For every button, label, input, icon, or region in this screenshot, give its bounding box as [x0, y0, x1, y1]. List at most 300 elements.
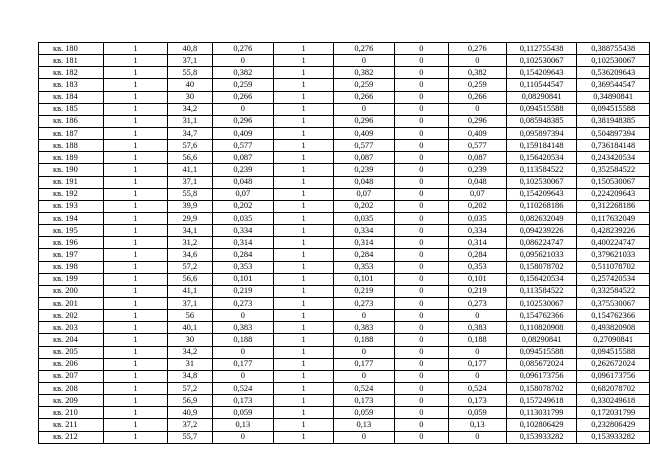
- value-b-cell: 0,219: [334, 285, 395, 297]
- area-cell: 57,2: [168, 382, 212, 394]
- value-c-cell: 0: [448, 55, 506, 67]
- area-cell: 34,6: [168, 249, 212, 261]
- apartment-cell: кв. 208: [39, 382, 104, 394]
- area-cell: 39,9: [168, 200, 212, 212]
- coef-cell: 1: [274, 115, 334, 127]
- value-b-cell: 0,353: [334, 261, 395, 273]
- area-cell: 55,8: [168, 188, 212, 200]
- table-row: [39, 212, 650, 224]
- apartment-cell: кв. 209: [39, 395, 104, 407]
- zero-cell: 0: [394, 164, 448, 176]
- total-cell: 0,388755438: [577, 43, 650, 55]
- value-c-cell: 0,273: [448, 297, 506, 309]
- table-row: [39, 382, 650, 394]
- share-cell: 0,154762366: [506, 310, 577, 322]
- zero-cell: 0: [394, 310, 448, 322]
- apartment-cell: кв. 184: [39, 91, 104, 103]
- share-cell: 0,094515588: [506, 346, 577, 358]
- count-cell: 1: [103, 419, 168, 431]
- value-a-cell: 0: [212, 310, 274, 322]
- value-b-cell: 0,059: [334, 407, 395, 419]
- area-cell: 37,1: [168, 55, 212, 67]
- coef-cell: 1: [274, 285, 334, 297]
- total-cell: 0,493820908: [577, 322, 650, 334]
- value-b-cell: 0,284: [334, 249, 395, 261]
- value-a-cell: 0: [212, 55, 274, 67]
- total-cell: 0,224209643: [577, 188, 650, 200]
- value-c-cell: 0,276: [448, 43, 506, 55]
- value-c-cell: 0,353: [448, 261, 506, 273]
- share-cell: 0,094239226: [506, 225, 577, 237]
- share-cell: 0,095897394: [506, 127, 577, 139]
- coef-cell: 1: [274, 419, 334, 431]
- value-c-cell: 0,188: [448, 334, 506, 346]
- apartment-cell: кв. 205: [39, 346, 104, 358]
- apartment-cell: кв. 199: [39, 273, 104, 285]
- count-cell: 1: [103, 43, 168, 55]
- share-cell: 0,158078702: [506, 261, 577, 273]
- total-cell: 0,504897394: [577, 127, 650, 139]
- area-cell: 37,1: [168, 176, 212, 188]
- zero-cell: 0: [394, 103, 448, 115]
- coef-cell: 1: [274, 346, 334, 358]
- share-cell: 0,08290841: [506, 334, 577, 346]
- coef-cell: 1: [274, 152, 334, 164]
- coef-cell: 1: [274, 225, 334, 237]
- area-cell: 57,6: [168, 140, 212, 152]
- apartment-cell: кв. 181: [39, 55, 104, 67]
- count-cell: 1: [103, 115, 168, 127]
- share-cell: 0,156420534: [506, 273, 577, 285]
- value-c-cell: 0,409: [448, 127, 506, 139]
- value-c-cell: 0: [448, 370, 506, 382]
- value-a-cell: 0,177: [212, 358, 274, 370]
- apartment-cell: кв. 206: [39, 358, 104, 370]
- apartment-cell: кв. 187: [39, 127, 104, 139]
- share-cell: 0,110268186: [506, 200, 577, 212]
- area-cell: 40,8: [168, 43, 212, 55]
- coef-cell: 1: [274, 188, 334, 200]
- value-a-cell: 0,259: [212, 79, 274, 91]
- share-cell: 0,153933282: [506, 431, 577, 443]
- value-b-cell: 0,382: [334, 67, 395, 79]
- area-cell: 34,1: [168, 225, 212, 237]
- value-c-cell: 0,334: [448, 225, 506, 237]
- value-a-cell: 0,101: [212, 273, 274, 285]
- zero-cell: 0: [394, 249, 448, 261]
- count-cell: 1: [103, 225, 168, 237]
- area-cell: 31,1: [168, 115, 212, 127]
- value-b-cell: 0: [334, 431, 395, 443]
- share-cell: 0,094515588: [506, 103, 577, 115]
- count-cell: 1: [103, 285, 168, 297]
- zero-cell: 0: [394, 152, 448, 164]
- table-row: [39, 395, 650, 407]
- apartment-cell: кв. 198: [39, 261, 104, 273]
- total-cell: 0,117632049: [577, 212, 650, 224]
- coef-cell: 1: [274, 334, 334, 346]
- value-a-cell: 0,13: [212, 419, 274, 431]
- count-cell: 1: [103, 370, 168, 382]
- total-cell: 0,428239226: [577, 225, 650, 237]
- zero-cell: 0: [394, 212, 448, 224]
- share-cell: 0,113584522: [506, 164, 577, 176]
- apartment-cell: кв. 197: [39, 249, 104, 261]
- share-cell: 0,156420534: [506, 152, 577, 164]
- count-cell: 1: [103, 382, 168, 394]
- table-row: [39, 152, 650, 164]
- count-cell: 1: [103, 91, 168, 103]
- apartment-cell: кв. 191: [39, 176, 104, 188]
- share-cell: 0,082632049: [506, 212, 577, 224]
- count-cell: 1: [103, 237, 168, 249]
- value-c-cell: 0,101: [448, 273, 506, 285]
- value-b-cell: 0,13: [334, 419, 395, 431]
- share-cell: 0,113031799: [506, 407, 577, 419]
- zero-cell: 0: [394, 127, 448, 139]
- zero-cell: 0: [394, 285, 448, 297]
- table-row: [39, 67, 650, 79]
- count-cell: 1: [103, 310, 168, 322]
- table-row: [39, 164, 650, 176]
- count-cell: 1: [103, 322, 168, 334]
- coef-cell: 1: [274, 200, 334, 212]
- coef-cell: 1: [274, 249, 334, 261]
- zero-cell: 0: [394, 140, 448, 152]
- table-row: [39, 140, 650, 152]
- area-cell: 34,7: [168, 127, 212, 139]
- apartment-cell: кв. 196: [39, 237, 104, 249]
- table-row: [39, 334, 650, 346]
- zero-cell: 0: [394, 200, 448, 212]
- coef-cell: 1: [274, 322, 334, 334]
- zero-cell: 0: [394, 419, 448, 431]
- zero-cell: 0: [394, 176, 448, 188]
- zero-cell: 0: [394, 346, 448, 358]
- count-cell: 1: [103, 334, 168, 346]
- value-b-cell: 0,276: [334, 43, 395, 55]
- table-row: [39, 419, 650, 431]
- share-cell: 0,112755438: [506, 43, 577, 55]
- zero-cell: 0: [394, 382, 448, 394]
- count-cell: 1: [103, 67, 168, 79]
- apartment-cell: кв. 189: [39, 152, 104, 164]
- table-row: [39, 358, 650, 370]
- coef-cell: 1: [274, 140, 334, 152]
- value-b-cell: 0,177: [334, 358, 395, 370]
- count-cell: 1: [103, 346, 168, 358]
- value-b-cell: 0: [334, 370, 395, 382]
- zero-cell: 0: [394, 91, 448, 103]
- value-b-cell: 0,101: [334, 273, 395, 285]
- total-cell: 0,27090841: [577, 334, 650, 346]
- value-c-cell: 0,202: [448, 200, 506, 212]
- table-row: [39, 91, 650, 103]
- zero-cell: 0: [394, 55, 448, 67]
- value-a-cell: 0,284: [212, 249, 274, 261]
- apartment-cell: кв. 183: [39, 79, 104, 91]
- area-cell: 56,9: [168, 395, 212, 407]
- value-c-cell: 0,383: [448, 322, 506, 334]
- area-cell: 34,8: [168, 370, 212, 382]
- apartment-cell: кв. 194: [39, 212, 104, 224]
- table-row: [39, 322, 650, 334]
- table-row: [39, 273, 650, 285]
- value-b-cell: 0,409: [334, 127, 395, 139]
- apartment-cell: кв. 192: [39, 188, 104, 200]
- count-cell: 1: [103, 395, 168, 407]
- value-b-cell: 0,524: [334, 382, 395, 394]
- value-a-cell: 0,087: [212, 152, 274, 164]
- zero-cell: 0: [394, 358, 448, 370]
- table-row: [39, 407, 650, 419]
- value-c-cell: 0,524: [448, 382, 506, 394]
- share-cell: 0,085672024: [506, 358, 577, 370]
- value-c-cell: 0,059: [448, 407, 506, 419]
- value-c-cell: 0,239: [448, 164, 506, 176]
- count-cell: 1: [103, 249, 168, 261]
- value-a-cell: 0: [212, 103, 274, 115]
- count-cell: 1: [103, 140, 168, 152]
- value-a-cell: 0,383: [212, 322, 274, 334]
- area-cell: 57,2: [168, 261, 212, 273]
- value-c-cell: 0,266: [448, 91, 506, 103]
- table-row: [39, 261, 650, 273]
- value-c-cell: 0,087: [448, 152, 506, 164]
- value-a-cell: 0,577: [212, 140, 274, 152]
- coef-cell: 1: [274, 164, 334, 176]
- coef-cell: 1: [274, 358, 334, 370]
- area-cell: 56,6: [168, 152, 212, 164]
- share-cell: 0,154209643: [506, 188, 577, 200]
- value-b-cell: 0,087: [334, 152, 395, 164]
- zero-cell: 0: [394, 115, 448, 127]
- apartment-cell: кв. 190: [39, 164, 104, 176]
- value-a-cell: 0,059: [212, 407, 274, 419]
- count-cell: 1: [103, 152, 168, 164]
- apartment-cell: кв. 186: [39, 115, 104, 127]
- total-cell: 0,232806429: [577, 419, 650, 431]
- value-a-cell: 0,296: [212, 115, 274, 127]
- area-cell: 55,7: [168, 431, 212, 443]
- share-cell: 0,102530067: [506, 176, 577, 188]
- share-cell: 0,096173756: [506, 370, 577, 382]
- coef-cell: 1: [274, 310, 334, 322]
- zero-cell: 0: [394, 188, 448, 200]
- area-cell: 40,9: [168, 407, 212, 419]
- table-row: [39, 297, 650, 309]
- total-cell: 0,381948385: [577, 115, 650, 127]
- value-b-cell: 0: [334, 103, 395, 115]
- total-cell: 0,511078702: [577, 261, 650, 273]
- total-cell: 0,332584522: [577, 285, 650, 297]
- count-cell: 1: [103, 431, 168, 443]
- share-cell: 0,086224747: [506, 237, 577, 249]
- total-cell: 0,400224747: [577, 237, 650, 249]
- apartment-cell: кв. 204: [39, 334, 104, 346]
- count-cell: 1: [103, 261, 168, 273]
- value-c-cell: 0: [448, 310, 506, 322]
- apartment-cell: кв. 210: [39, 407, 104, 419]
- coef-cell: 1: [274, 273, 334, 285]
- zero-cell: 0: [394, 79, 448, 91]
- apartment-cell: кв. 195: [39, 225, 104, 237]
- table-row: [39, 176, 650, 188]
- coef-cell: 1: [274, 382, 334, 394]
- value-c-cell: 0,577: [448, 140, 506, 152]
- zero-cell: 0: [394, 334, 448, 346]
- coef-cell: 1: [274, 79, 334, 91]
- value-c-cell: 0: [448, 103, 506, 115]
- table-row: [39, 370, 650, 382]
- value-a-cell: 0,409: [212, 127, 274, 139]
- zero-cell: 0: [394, 225, 448, 237]
- total-cell: 0,153933282: [577, 431, 650, 443]
- share-cell: 0,110544547: [506, 79, 577, 91]
- coef-cell: 1: [274, 91, 334, 103]
- value-c-cell: 0: [448, 431, 506, 443]
- share-cell: 0,095621033: [506, 249, 577, 261]
- value-a-cell: 0: [212, 370, 274, 382]
- count-cell: 1: [103, 127, 168, 139]
- value-c-cell: 0,13: [448, 419, 506, 431]
- share-cell: 0,102530067: [506, 297, 577, 309]
- value-a-cell: 0,188: [212, 334, 274, 346]
- value-b-cell: 0,314: [334, 237, 395, 249]
- total-cell: 0,094515588: [577, 103, 650, 115]
- zero-cell: 0: [394, 67, 448, 79]
- apartment-cell: кв. 201: [39, 297, 104, 309]
- table-row: [39, 346, 650, 358]
- value-a-cell: 0,273: [212, 297, 274, 309]
- zero-cell: 0: [394, 395, 448, 407]
- zero-cell: 0: [394, 322, 448, 334]
- value-b-cell: 0: [334, 55, 395, 67]
- zero-cell: 0: [394, 297, 448, 309]
- value-c-cell: 0,173: [448, 395, 506, 407]
- value-b-cell: 0,202: [334, 200, 395, 212]
- share-cell: 0,102806429: [506, 419, 577, 431]
- total-cell: 0,736184148: [577, 140, 650, 152]
- area-cell: 40: [168, 79, 212, 91]
- coef-cell: 1: [274, 237, 334, 249]
- value-b-cell: 0,173: [334, 395, 395, 407]
- value-b-cell: 0,07: [334, 188, 395, 200]
- zero-cell: 0: [394, 370, 448, 382]
- value-b-cell: 0,577: [334, 140, 395, 152]
- area-cell: 31,2: [168, 237, 212, 249]
- value-a-cell: 0,219: [212, 285, 274, 297]
- area-cell: 31: [168, 358, 212, 370]
- count-cell: 1: [103, 358, 168, 370]
- count-cell: 1: [103, 164, 168, 176]
- area-cell: 37,1: [168, 297, 212, 309]
- area-cell: 30: [168, 334, 212, 346]
- zero-cell: 0: [394, 43, 448, 55]
- value-c-cell: 0,035: [448, 212, 506, 224]
- area-cell: 29,9: [168, 212, 212, 224]
- value-c-cell: 0,296: [448, 115, 506, 127]
- zero-cell: 0: [394, 261, 448, 273]
- value-a-cell: 0,382: [212, 67, 274, 79]
- total-cell: 0,536209643: [577, 67, 650, 79]
- value-a-cell: 0,276: [212, 43, 274, 55]
- table-body: [39, 43, 650, 444]
- coef-cell: 1: [274, 103, 334, 115]
- value-c-cell: 0: [448, 346, 506, 358]
- table-row: [39, 225, 650, 237]
- zero-cell: 0: [394, 237, 448, 249]
- count-cell: 1: [103, 176, 168, 188]
- total-cell: 0,682078702: [577, 382, 650, 394]
- total-cell: 0,172031799: [577, 407, 650, 419]
- value-b-cell: 0,048: [334, 176, 395, 188]
- area-cell: 41,1: [168, 285, 212, 297]
- total-cell: 0,262672024: [577, 358, 650, 370]
- count-cell: 1: [103, 212, 168, 224]
- count-cell: 1: [103, 103, 168, 115]
- table-row: [39, 285, 650, 297]
- apartment-cell: кв. 207: [39, 370, 104, 382]
- value-c-cell: 0,219: [448, 285, 506, 297]
- value-a-cell: 0: [212, 431, 274, 443]
- apartment-cell: кв. 182: [39, 67, 104, 79]
- value-a-cell: 0,035: [212, 212, 274, 224]
- value-a-cell: 0,524: [212, 382, 274, 394]
- total-cell: 0,379621033: [577, 249, 650, 261]
- count-cell: 1: [103, 55, 168, 67]
- value-a-cell: 0: [212, 346, 274, 358]
- total-cell: 0,34890841: [577, 91, 650, 103]
- table-row: [39, 237, 650, 249]
- count-cell: 1: [103, 188, 168, 200]
- apartment-cell: кв. 202: [39, 310, 104, 322]
- value-a-cell: 0,266: [212, 91, 274, 103]
- value-b-cell: 0,239: [334, 164, 395, 176]
- total-cell: 0,330249618: [577, 395, 650, 407]
- apartment-cell: кв. 200: [39, 285, 104, 297]
- value-b-cell: 0,273: [334, 297, 395, 309]
- area-cell: 37,2: [168, 419, 212, 431]
- apartment-cell: кв. 188: [39, 140, 104, 152]
- value-b-cell: 0,334: [334, 225, 395, 237]
- value-c-cell: 0,314: [448, 237, 506, 249]
- count-cell: 1: [103, 79, 168, 91]
- apartment-cell: кв. 185: [39, 103, 104, 115]
- coef-cell: 1: [274, 407, 334, 419]
- total-cell: 0,154762366: [577, 310, 650, 322]
- coef-cell: 1: [274, 67, 334, 79]
- share-cell: 0,113584522: [506, 285, 577, 297]
- table-row: [39, 310, 650, 322]
- value-b-cell: 0: [334, 346, 395, 358]
- value-a-cell: 0,314: [212, 237, 274, 249]
- share-cell: 0,157249618: [506, 395, 577, 407]
- apartment-cell: кв. 211: [39, 419, 104, 431]
- table-row: [39, 188, 650, 200]
- value-b-cell: 0,259: [334, 79, 395, 91]
- value-a-cell: 0,239: [212, 164, 274, 176]
- area-cell: 34,2: [168, 103, 212, 115]
- area-cell: 30: [168, 91, 212, 103]
- value-c-cell: 0,284: [448, 249, 506, 261]
- coef-cell: 1: [274, 431, 334, 443]
- value-b-cell: 0,296: [334, 115, 395, 127]
- count-cell: 1: [103, 200, 168, 212]
- value-a-cell: 0,173: [212, 395, 274, 407]
- coef-cell: 1: [274, 370, 334, 382]
- zero-cell: 0: [394, 431, 448, 443]
